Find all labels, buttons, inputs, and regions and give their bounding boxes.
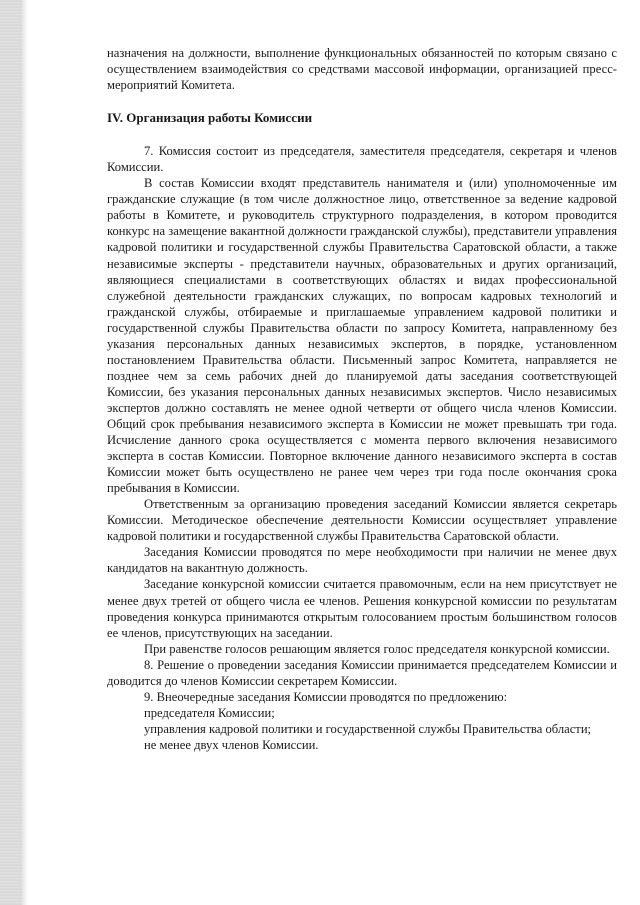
list-item-two-members: не менее двух членов Комиссии. [144, 737, 319, 752]
paragraph-item-8: 8. Решение о проведении заседания Комиссии принимается председателем Комиссии и доводится до членов Комиссии секретарем Комиссии. [107, 657, 617, 688]
paragraph-tie-vote: При равенстве голосов решающим является голос председателя конкурсной комиссии. [144, 641, 610, 656]
paragraph-item-9: 9. Внеочередные заседания Комиссии проводятся по предложению: [144, 689, 508, 704]
section-heading: IV. Организация работы Комиссии [107, 110, 313, 126]
document-page [107, 45, 617, 753]
paragraph-quorum: Заседание конкурсной комиссии считается правомочным, если на нем присутствует не менее двух третей от общего числа ее членов. Решения конкурсной комиссии по результатам проведения конкурса принимаются открытым голосованием простым большинством голосов ее членов, присутствующих на заседании. [107, 577, 617, 640]
list-item-chairman: председателя Комиссии; [144, 705, 275, 720]
paragraph-secretary-responsibility: Ответственным за организацию проведения заседаний Комиссии является секретарь Комиссии. Методическое обеспечение деятельности Комиссии осуществляет управление кадровой политики и государственной службы Правительства Саратовской области. [107, 497, 617, 544]
paragraph-continuation: назначения на должности, выполнение функциональных обязанностей по которым связано с осуществлением взаимодействия со средствами массовой информации, организацией пресс-мероприятий Комитета. [107, 46, 617, 93]
paragraph-item-7: 7. Комиссия состоит из председателя, заместителя председателя, секретаря и членов Комиссии. [107, 144, 617, 175]
list-item-hr-department: управления кадровой политики и государственной службы Правительства области; [144, 721, 592, 736]
scan-edge-strip [0, 0, 22, 905]
paragraph-meetings-frequency: Заседания Комиссии проводятся по мере необходимости при наличии не менее двух кандидатов на вакантную должность. [107, 545, 617, 576]
paragraph-commission-composition: В состав Комиссии входят представитель нанимателя и (или) уполномоченные им гражданские служащие (в том числе должностное лицо, ответственное за ведение кадровой работы в Комитете, и руководитель структурного подразделения, в котором проводится конкурс на замещение вакантной должности гражданской службы), представители управления кадровой политики и государственной службы Правительства Саратовской области, а также независимые эксперты - представители научных, образовательных и других организаций, являющиеся специалистами в соответствующих областях и видах профессиональной служебной деятельности гражданских служащих, по вопросам кадровых технологий и гражданской службы, отбираемые и приглашаемые управлением кадровой политики и государственной службы Правительства области по запросу Комитета, направленному без указания персональных данных независимых экспертов, в порядке, установленном постановлением Правительства области. Письменный запрос Комитета, направляется не позднее чем за семь рабочих дней до планируемой даты заседания соответствующей Комиссии, без указания персональных данных независимых экспертов. Число независимых экспертов должно составлять не менее одной четверти от общего числа членов Комиссии. Общий срок пребывания независимого эксперта в Комиссии не может превышать три года. Исчисление данного срока осуществляется с момента первого включения независимого эксперта в состав Комиссии. Повторное включение данного независимого эксперта в состав Комиссии может быть осуществлено не ранее чем через три года после окончания срока пребывания в Комиссии. [107, 176, 617, 496]
